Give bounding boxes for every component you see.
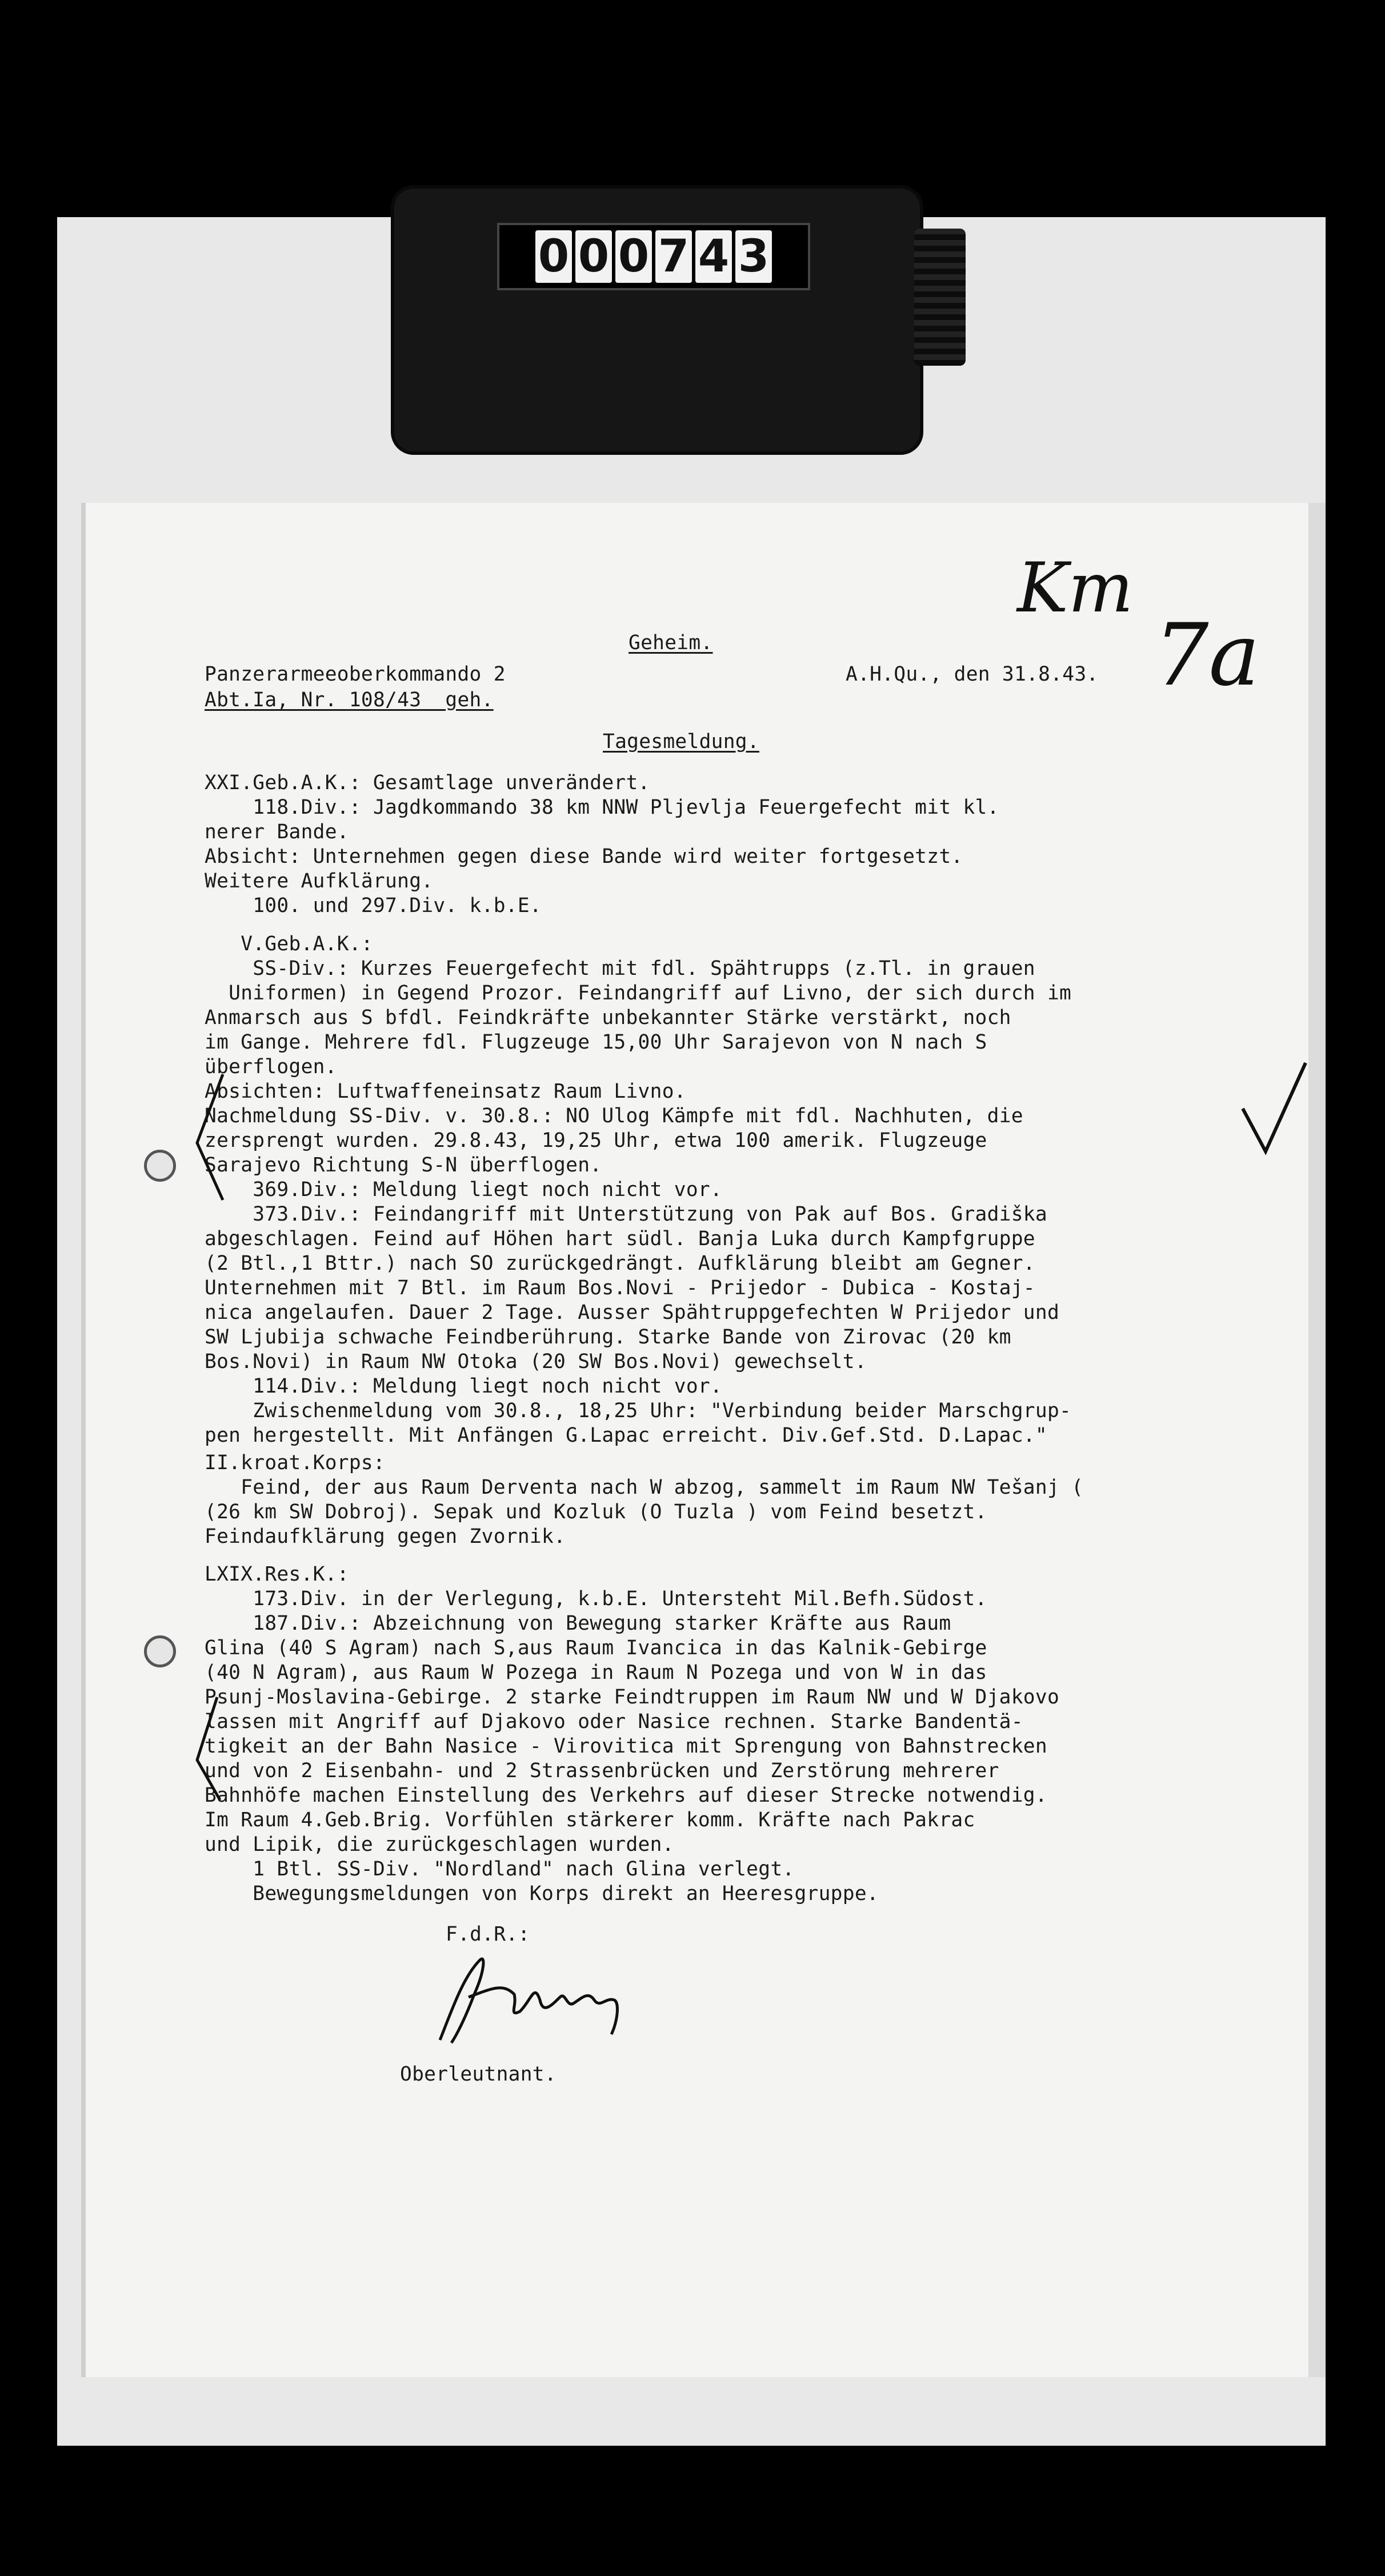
margin-bracket-icon	[183, 1691, 234, 1806]
counter-digit: 0	[535, 230, 572, 283]
signoff-label: F.d.R.:	[446, 1923, 530, 1946]
report-line: Weitere Aufklärung.	[205, 870, 434, 893]
frame-counter	[497, 223, 810, 290]
report-line: II.kroat.Korps:	[205, 1451, 386, 1474]
report-line: und Lipik, die zurückgeschlagen wurden.	[205, 1833, 674, 1856]
report-line: 373.Div.: Feindangriff mit Unterstützung von Pak auf Bos. Gradiška	[205, 1203, 1047, 1226]
report-line: 187.Div.: Abzeichnung von Bewegung starker Kräfte aus Raum	[205, 1612, 951, 1635]
report-line: V.Geb.A.K.:	[205, 933, 373, 955]
document-title: Tagesmeldung.	[603, 730, 759, 753]
report-line: Im Raum 4.Geb.Brig. Vorfühlen stärkerer komm. Kräfte nach Pakrac	[205, 1809, 975, 1831]
report-line: XXI.Geb.A.K.: Gesamtlage unverändert.	[205, 771, 650, 794]
report-line: 100. und 297.Div. k.b.E.	[205, 894, 542, 917]
sender-line-2: Abt.Ia, Nr. 108/43 geh.	[205, 689, 494, 711]
report-line: Psunj-Moslavina-Gebirge. 2 starke Feindtruppen im Raum NW und W Djakovo	[205, 1686, 1060, 1709]
counter-digit: 0	[615, 230, 652, 283]
counter-digit: 3	[735, 230, 772, 283]
page-edge	[1308, 503, 1326, 2377]
report-line: 173.Div. in der Verlegung, k.b.E. Untersteht Mil.Befh.Südost.	[205, 1587, 987, 1610]
counter-knob	[914, 229, 966, 366]
report-line: 118.Div.: Jagdkommando 38 km NNW Pljevlja Feuergefecht mit kl.	[205, 796, 999, 819]
report-line: lassen mit Angriff auf Djakovo oder Nasice rechnen. Starke Bandentä-	[205, 1710, 1023, 1733]
signature	[417, 1943, 657, 2051]
report-line: (2 Btl.,1 Bttr.) nach SO zurückgedrängt. Aufklärung bleibt am Gegner.	[205, 1252, 1035, 1275]
report-line: Zwischenmeldung vom 30.8., 18,25 Uhr: "Verbindung beider Marschgrup-	[205, 1399, 1072, 1422]
report-line: 114.Div.: Meldung liegt noch nicht vor.	[205, 1375, 723, 1398]
report-line: SW Ljubija schwache Feindberührung. Starke Bande von Zirovac (20 km	[205, 1326, 1011, 1349]
report-line: Absicht: Unternehmen gegen diese Bande wird weiter fortgesetzt.	[205, 845, 963, 868]
report-line: und von 2 Eisenbahn- und 2 Strassenbrücken und Zerstörung mehrerer	[205, 1759, 999, 1782]
punch-hole	[144, 1150, 176, 1182]
counter-digit: 4	[695, 230, 732, 283]
report-line: Feind, der aus Raum Derventa nach W abzog, sammelt im Raum NW Tešanj (	[205, 1476, 1084, 1499]
report-line: 1 Btl. SS-Div. "Nordland" nach Glina verlegt.	[205, 1858, 795, 1881]
report-line: abgeschlagen. Feind auf Höhen hart südl. Banja Luka durch Kampfgruppe	[205, 1227, 1035, 1250]
punch-hole	[144, 1635, 176, 1667]
report-line: überflogen.	[205, 1055, 337, 1078]
handwritten-initials: Km	[1017, 549, 1134, 628]
report-line: Glina (40 S Agram) nach S,aus Raum Ivancica in das Kalnik-Gebirge	[205, 1637, 987, 1659]
signer-rank: Oberleutnant.	[400, 2063, 557, 2086]
report-line: Uniformen) in Gegend Prozor. Feindangriff auf Livno, der sich durch im	[205, 982, 1072, 1005]
report-line: (40 N Agram), aus Raum W Pozega in Raum N Pozega und von W in das	[205, 1661, 987, 1684]
report-line: Feindaufklärung gegen Zvornik.	[205, 1525, 566, 1548]
place-date: A.H.Qu., den 31.8.43.	[846, 663, 1099, 686]
counter-digit: 7	[655, 230, 692, 283]
report-line: Sarajevo Richtung S-N überflogen.	[205, 1154, 602, 1177]
report-line: SS-Div.: Kurzes Feuergefecht mit fdl. Spähtrupps (z.Tl. in grauen	[205, 957, 1035, 980]
checkmark-icon	[1234, 1057, 1314, 1160]
report-line: Unternehmen mit 7 Btl. im Raum Bos.Novi - Prijedor - Dubica - Kostaj-	[205, 1277, 1035, 1299]
report-line: im Gange. Mehrere fdl. Flugzeuge 15,00 Uhr Sarajevon von N nach S	[205, 1031, 987, 1054]
margin-bracket-icon	[183, 1069, 234, 1206]
report-line: Nachmeldung SS-Div. v. 30.8.: NO Ulog Kämpfe mit fdl. Nachhuten, die	[205, 1105, 1023, 1127]
report-line: LXIX.Res.K.:	[205, 1563, 349, 1586]
report-line: Anmarsch aus S bfdl. Feindkräfte unbekannter Stärke verstärkt, noch	[205, 1006, 1011, 1029]
report-line: Bos.Novi) in Raum NW Otoka (20 SW Bos.Novi) gewechselt.	[205, 1350, 867, 1373]
report-line: Bahnhöfe machen Einstellung des Verkehrs auf dieser Strecke notwendig.	[205, 1784, 1047, 1807]
report-line: 369.Div.: Meldung liegt noch nicht vor.	[205, 1178, 723, 1201]
report-line: pen hergestellt. Mit Anfängen G.Lapac erreicht. Div.Gef.Std. D.Lapac."	[205, 1424, 1047, 1447]
classification-label: Geheim.	[629, 631, 713, 654]
report-line: zersprengt wurden. 29.8.43, 19,25 Uhr, etwa 100 amerik. Flugzeuge	[205, 1129, 987, 1152]
report-line: tigkeit an der Bahn Nasice - Virovitica mit Sprengung von Bahnstrecken	[205, 1735, 1047, 1758]
report-line: nerer Bande.	[205, 821, 349, 843]
report-line: Bewegungsmeldungen von Korps direkt an Heeresgruppe.	[205, 1882, 879, 1905]
sender-line-1: Panzerarmeeoberkommando 2	[205, 663, 506, 686]
report-line: Absichten: Luftwaffeneinsatz Raum Livno.	[205, 1080, 686, 1103]
handwritten-mark: 7a	[1154, 606, 1260, 705]
report-line: nica angelaufen. Dauer 2 Tage. Ausser Spähtruppgefechten W Prijedor und	[205, 1301, 1060, 1324]
report-line: (26 km SW Dobroj). Sepak und Kozluk (O Tuzla ) vom Feind besetzt.	[205, 1501, 987, 1523]
counter-digit: 0	[575, 230, 612, 283]
